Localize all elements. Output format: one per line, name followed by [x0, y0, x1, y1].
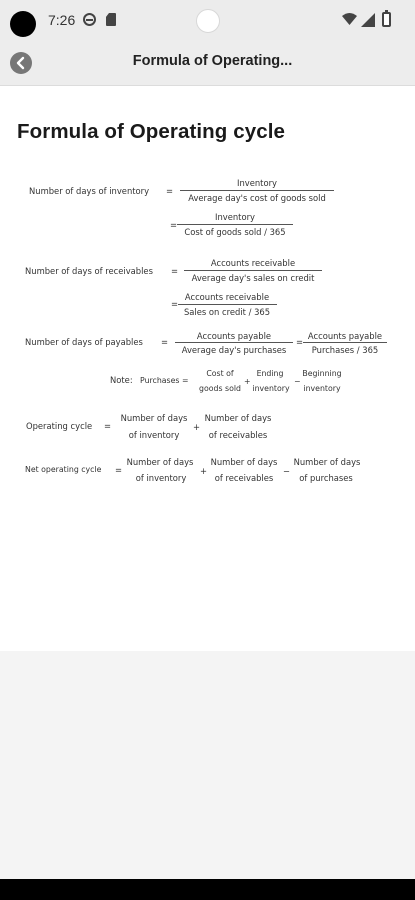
- do-not-disturb-icon: [83, 13, 96, 26]
- note-purchases-label: Purchases =: [140, 376, 189, 385]
- receivables-equals: =: [171, 266, 179, 276]
- receivables-numerator-2: Accounts receivable: [184, 292, 270, 302]
- note-term-3-line-1: Beginning: [302, 369, 342, 378]
- net-term-2-line-1: Number of days: [210, 457, 278, 467]
- payables-equals-2: =: [296, 337, 304, 347]
- inventory-equals: =: [166, 186, 174, 196]
- note-label: Note:: [110, 375, 133, 385]
- fraction-bar: [180, 190, 334, 191]
- note-term-2-line-2: inventory: [252, 384, 290, 393]
- status-bar: [0, 0, 415, 40]
- receivables-denominator: Average day's sales on credit: [191, 273, 315, 283]
- payables-denominator-2: Purchases / 365: [311, 345, 379, 355]
- operating-cycle-label: Operating cycle: [26, 421, 93, 431]
- net-equals: =: [115, 465, 123, 475]
- operating-term-2-line-2: of receivables: [208, 430, 268, 440]
- payables-equals: =: [161, 337, 169, 347]
- net-term-3-line-1: Number of days: [293, 457, 361, 467]
- operating-equals: =: [104, 421, 112, 431]
- wifi-icon: [342, 13, 357, 25]
- page-title: Formula of Operating cycle: [17, 120, 286, 143]
- operating-term-1-line-1: Number of days: [120, 413, 188, 423]
- battery-icon: [382, 12, 391, 27]
- inventory-numerator: Inventory: [236, 178, 278, 188]
- payables-label: Number of days of payables: [25, 337, 143, 347]
- sim-card-icon: [106, 13, 116, 26]
- net-plus: +: [200, 466, 208, 476]
- note-term-1-line-2: goods sold: [199, 384, 241, 393]
- inventory-equals-2: =: [170, 220, 178, 230]
- note-term-1-line-1: Cost of: [206, 369, 234, 378]
- app-bar: [0, 40, 415, 86]
- inventory-denominator-2: Cost of goods sold / 365: [184, 227, 286, 237]
- empty-area: [0, 651, 415, 879]
- camera-cutout: [10, 11, 36, 37]
- fraction-bar: [184, 270, 322, 271]
- receivables-denominator-2: Sales on credit / 365: [183, 307, 271, 317]
- receivables-numerator: Accounts receivable: [210, 258, 296, 268]
- formula-image: [0, 86, 415, 651]
- payables-numerator-2: Accounts payable: [307, 331, 383, 341]
- operating-plus: +: [193, 422, 201, 432]
- net-term-3-line-2: of purchases: [299, 473, 353, 483]
- payables-numerator: Accounts payable: [196, 331, 272, 341]
- content-area: [0, 86, 415, 651]
- net-term-2-line-2: of receivables: [214, 473, 274, 483]
- inventory-denominator: Average day's cost of goods sold: [188, 193, 326, 203]
- inventory-numerator-2: Inventory: [214, 212, 256, 222]
- cell-signal-icon: [361, 13, 375, 27]
- front-camera-punch-hole: [196, 9, 220, 33]
- fraction-bar: [177, 224, 293, 225]
- net-operating-cycle-label: Net operating cycle: [25, 465, 102, 474]
- note-term-3-line-2: inventory: [303, 384, 341, 393]
- operating-term-2-line-1: Number of days: [204, 413, 272, 423]
- receivables-equals-2: =: [171, 299, 179, 309]
- receivables-label: Number of days of receivables: [25, 266, 153, 276]
- operating-term-1-line-2: of inventory: [128, 430, 180, 440]
- navigation-bar: [0, 879, 415, 900]
- net-term-1-line-1: Number of days: [126, 457, 194, 467]
- note-plus: +: [244, 377, 251, 386]
- payables-denominator: Average day's purchases: [181, 345, 287, 355]
- status-time: 7:26: [48, 12, 76, 28]
- app-bar-title: Formula of Operating...: [132, 53, 293, 69]
- note-minus: −: [294, 377, 301, 386]
- fraction-bar: [175, 342, 293, 343]
- net-minus: −: [283, 466, 291, 476]
- inventory-label: Number of days of inventory: [29, 186, 150, 196]
- fraction-bar: [178, 304, 277, 305]
- net-term-1-line-2: of inventory: [135, 473, 187, 483]
- fraction-bar: [303, 342, 387, 343]
- note-term-2-line-1: Ending: [256, 369, 284, 378]
